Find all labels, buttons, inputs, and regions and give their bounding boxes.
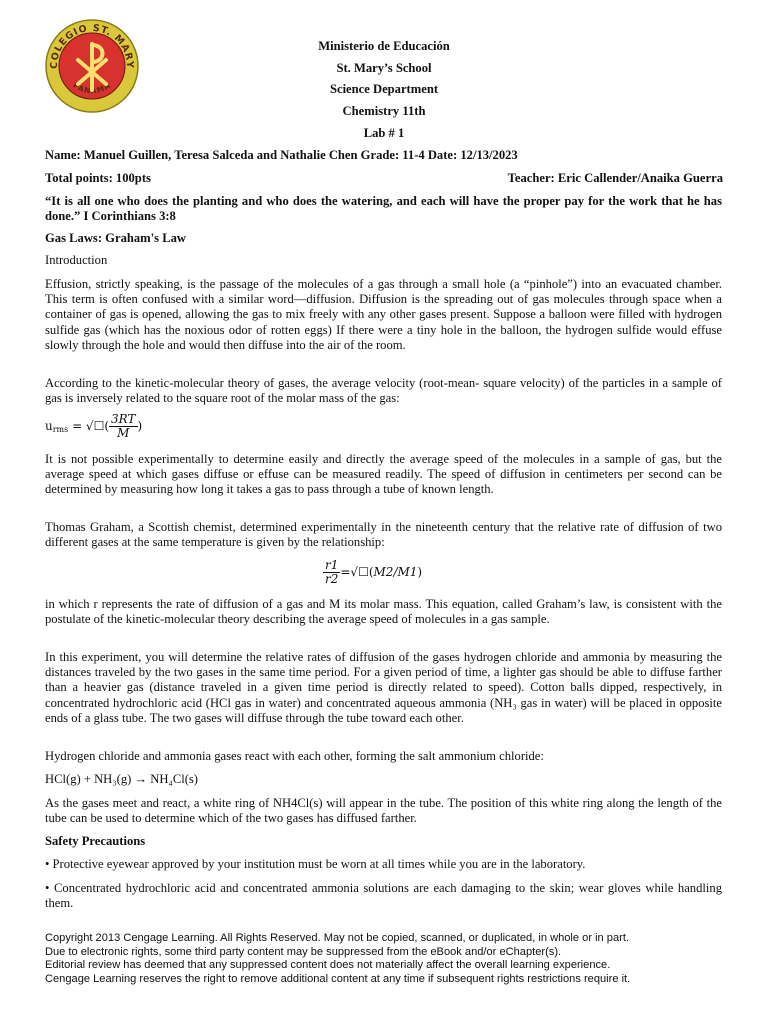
paragraph-kinetic: According to the kinetic-molecular theory of gases, the average velocity (root-mean- square velocity) of the particles in a sample of gas is inversely related to the square root of the molar mass of the gas: (45, 376, 722, 406)
section-title: Gas Laws: Graham's Law (45, 231, 186, 245)
school-name: St. Mary’s School (336, 61, 432, 75)
footer-line: Cengage Learning reserves the right to remove additional content at any time if subsequent rights restrictions require it. (45, 972, 631, 985)
rms-velocity-formula: urms = √☐( $\frac{3RT}{M}$ ) (45, 412, 143, 440)
safety-item-eyewear: • Protective eyewear approved by your institution must be worn at all times while you are in the laboratory. (45, 857, 586, 871)
student-info: Name: Manuel Guillen, Teresa Salceda and Nathalie Chen Grade: 11-4 Date: 12/13/2023 (45, 148, 518, 162)
bible-quote: “It is all one who does the planting and who does the watering, and each will have the proper pay for the work that he has done.” I Corinthians 3:8 (45, 194, 722, 224)
logo-text-bottom: PANAMA (71, 80, 113, 96)
grahams-law-formula: $\frac{r1}{r2}$ =√☐(M2/M1) (325, 558, 423, 586)
footer-line: Editorial review has deemed that any suppressed content does not materially affect the overall learning experience. (45, 959, 611, 972)
safety-item-gloves: • Concentrated hydrochloric acid and concentrated ammonia solutions are each damaging to the skin; wear gloves while handling them. (45, 881, 722, 911)
points-row (45, 171, 723, 186)
paragraph-white-ring: As the gases meet and react, a white ring of NH4Cl(s) will appear in the tube. The position of this white ring along the length of the tube can be used to determine which of the two gases has diffused farther. (45, 796, 722, 826)
logo-text-top: COLEGIO ST. MARY (48, 22, 136, 70)
safety-heading: Safety Precautions (45, 834, 146, 848)
paragraph-experiment: In this experiment, you will determine the relative rates of diffusion of the gases hydrogen chloride and ammonia by measuring the distances traveled by the two gases in the same time period. For a given period of time, a lighter gas should be able to diffuse farther than a heavier gas (distance traveled in a given time period is directly related to speed). Cotton balls dipped, respectively, in concentrated hydrochloric acid (HCl gas in water) and concentrated aqueous ammonia (NH₃ gas in water) will be placed in opposite ends of a glass tube. The two gases will diffuse through the tube toward each other. (45, 650, 722, 725)
teacher-names: Teacher: Eric Callender/Anaika Guerra (507, 171, 723, 185)
paragraph-effusion: Effusion, strictly speaking, is the passage of the molecules of a gas through a small hole (a “pinhole”) into an evacuated chamber. This term is often confused with a similar word—diffusion. Diffusion is the spreading out of gas molecules through space when a container of gas is opened, allowing the gas to mix freely with any other gases present. Suppose a balloon were filled with hydrogen sulfide gas (which has the noxious odor of rotten eggs) If there were a tiny hole in the balloon, the hydrogen sulfide would effuse slowly through the hole and would then diffuse into the air of the room. (45, 277, 722, 352)
lab-number: Lab # 1 (363, 126, 405, 140)
copyright-footer (45, 932, 735, 986)
reaction-equation: HCl(g) + NH₃(g) → NH₄Cl(s) (45, 772, 199, 786)
paragraph-measurement: It is not possible experimentally to determine easily and directly the average speed of the molecules in a sample of gas, but the average speed at which gases diffuse or effuse can be measured readily. The speed of diffusion in centimeters per second can be determined by measuring how long it takes a gas to pass through a tube of known length. (45, 452, 722, 497)
footer-line: Due to electronic rights, some third party content may be suppressed from the eBook and/or eChapter(s). (45, 945, 562, 958)
paragraph-graham: Thomas Graham, a Scottish chemist, determined experimentally in the nineteenth century that the relative rate of diffusion of two different gases at the same temperature is given by the relationship: (45, 520, 722, 550)
paragraph-law-explained: in which r represents the rate of diffusion of a gas and M its molar mass. This equation, called Graham’s law, is consistent with the postulate of the kinetic-molecular theory describing the average speed of molecules in a gas sample. (45, 597, 722, 627)
intro-heading: Introduction (45, 253, 108, 267)
total-points: Total points: 100pts (45, 171, 151, 185)
ministry-line: Ministerio de Educación (318, 39, 450, 53)
department-line: Science Department (329, 82, 439, 96)
paragraph-reaction-intro: Hydrogen chloride and ammonia gases react with each other, forming the salt ammonium chloride: (45, 749, 544, 763)
footer-line: Copyright 2013 Cengage Learning. All Rights Reserved. May not be copied, scanned, or duplicated, in whole or in part. (45, 932, 630, 944)
course-line: Chemistry 11th (342, 104, 426, 118)
